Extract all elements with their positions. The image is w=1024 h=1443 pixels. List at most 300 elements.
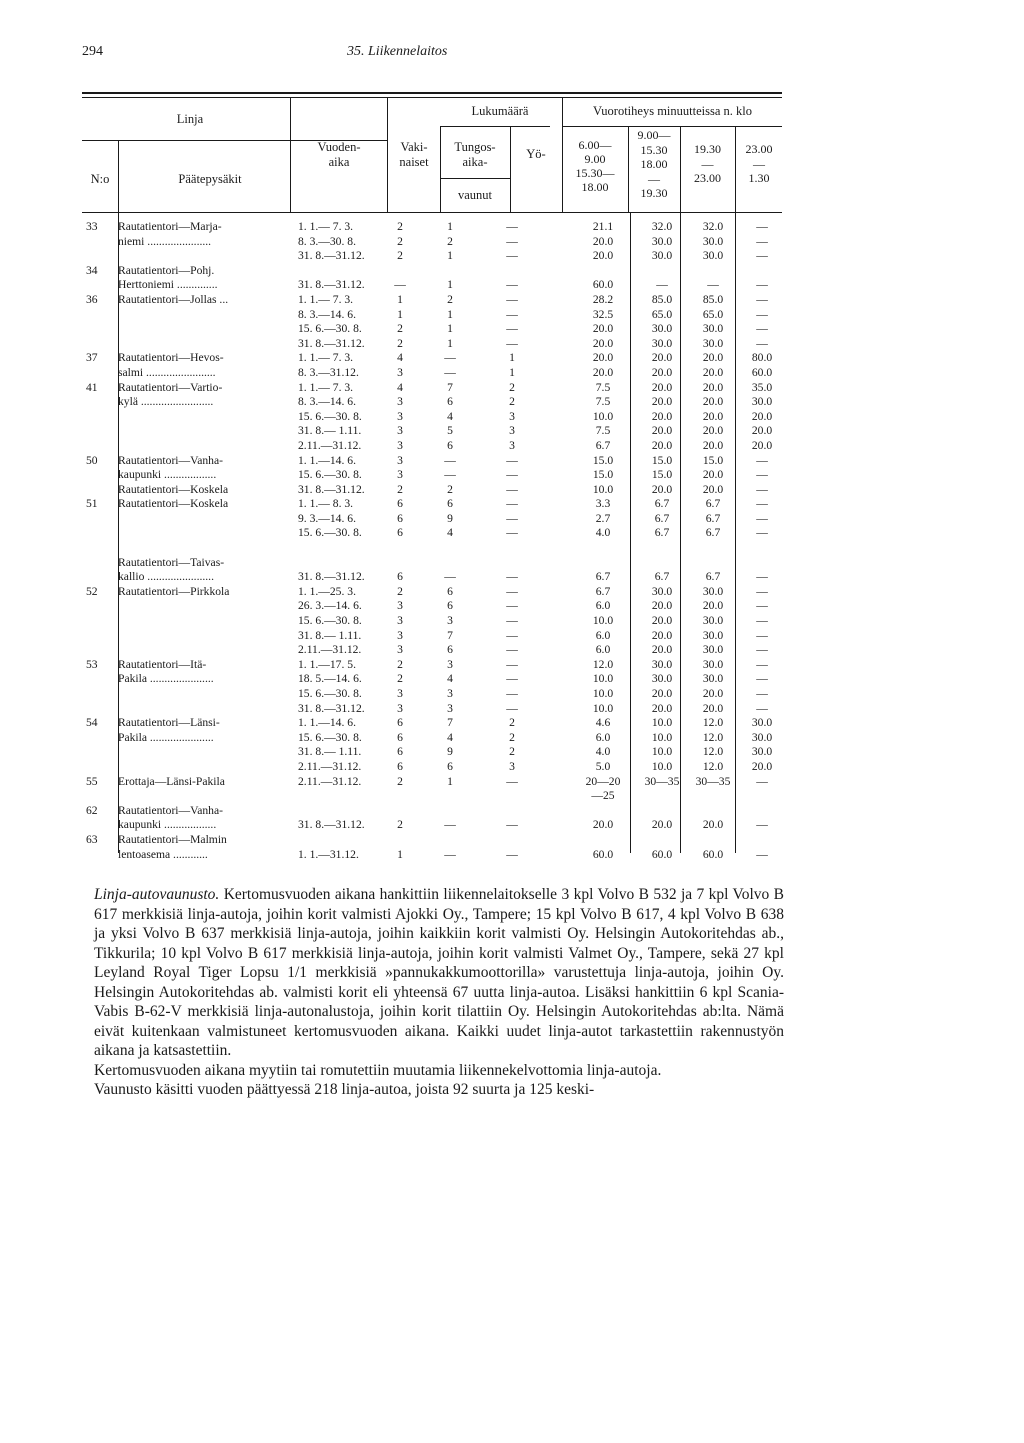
cell-t3: 20.0 [702, 599, 724, 613]
cell-t1: 20.0 [592, 234, 614, 248]
cell-t4: — [756, 526, 768, 540]
cell-tung: 6 [447, 599, 453, 613]
cell-vak: 3 [397, 365, 403, 379]
cell-period: 31. 8.—31.12. [298, 818, 365, 832]
cell-t2: 6.7 [654, 511, 670, 525]
header-time-3 [681, 142, 734, 186]
cell-stop: kaupunki .................. [118, 818, 217, 832]
cell-t2: 20.0 [651, 409, 673, 423]
cell-t1: 6.7 [595, 570, 611, 584]
cell-t2: 20.0 [651, 482, 673, 496]
cell-t2: 6.7 [654, 497, 670, 511]
cell-no: 51 [86, 497, 98, 511]
time-1-a: 6.00— [578, 138, 612, 152]
cell-tung: 6 [447, 584, 453, 598]
table-row [82, 687, 782, 702]
cell-t1: 7.5 [595, 380, 611, 394]
header-period [292, 140, 386, 170]
table-row [82, 585, 782, 600]
cell-period: 15. 6.—30. 8. [298, 409, 362, 423]
cell-t1: 6.7 [595, 438, 611, 452]
cell-period: 1. 1.— 7. 3. [298, 351, 354, 365]
cell-t1: 10.0 [592, 672, 614, 686]
header-frequency: Vuorotiheys minuutteissa n. klo [593, 104, 752, 118]
cell-t1: —25 [591, 789, 615, 803]
table-row [82, 439, 782, 454]
cell-vak: 3 [397, 643, 403, 657]
cell-t1: 2.7 [595, 511, 611, 525]
cell-vak: 6 [397, 716, 403, 730]
table-top-rule [82, 92, 782, 94]
cell-t3: 30.0 [702, 614, 724, 628]
cell-t3: 30.0 [702, 584, 724, 598]
cell-t1: 20.0 [592, 322, 614, 336]
cell-vak: 2 [397, 220, 403, 233]
text-block [94, 885, 784, 1100]
table-row [82, 483, 782, 498]
cell-yo: — [506, 322, 518, 336]
cell-t1: 7.5 [595, 395, 611, 409]
cell-vak: 3 [397, 614, 403, 628]
cell-period: 1. 1.— 7. 3. [298, 380, 354, 394]
header-time-4 [736, 142, 782, 186]
cell-t1: 20.0 [592, 249, 614, 263]
cell-stop: Pakila ...................... [118, 730, 214, 744]
cell-vak: 2 [397, 818, 403, 832]
cell-t4: — [756, 701, 768, 715]
cell-t2: 10.0 [651, 730, 673, 744]
cell-t2: 15.0 [651, 468, 673, 482]
cell-t3: 30.0 [702, 249, 724, 263]
cell-t3: 20.0 [702, 701, 724, 715]
cell-yo: 1 [509, 365, 515, 379]
cell-vak: 3 [397, 424, 403, 438]
cell-yo: — [506, 584, 518, 598]
table-row [82, 264, 782, 279]
cell-t4: — [756, 220, 768, 233]
cell-period: 15. 6.—30. 8. [298, 730, 362, 744]
cell-t1: 5.0 [595, 759, 611, 773]
table-row [82, 381, 782, 396]
cell-tung: 9 [447, 511, 453, 525]
cell-t2: 10.0 [651, 716, 673, 730]
time-2-e: 19.30 [640, 186, 668, 200]
cell-t1: 15.0 [592, 453, 614, 467]
cell-stop: Pakila ...................... [118, 672, 214, 686]
cell-t4: — [756, 497, 768, 511]
cell-t4: — [756, 643, 768, 657]
cell-period: 1. 1.—31.12. [298, 847, 359, 861]
cell-vak: 2 [397, 657, 403, 671]
table-row [82, 366, 782, 381]
cell-yo: 2 [509, 716, 515, 730]
cell-t4: — [756, 657, 768, 671]
paragraph-2: Kertomusvuoden aikana myytiin tai romutettiin muutamia liikennekelvottomia linja-autoja. [94, 1061, 662, 1079]
cell-t3: 6.7 [705, 570, 721, 584]
cell-yo: — [506, 614, 518, 628]
cell-vak: 6 [397, 759, 403, 773]
time-2-a: 9.00— [637, 128, 671, 142]
cell-yo: — [506, 234, 518, 248]
header-period-line1: Vuoden- [317, 140, 361, 154]
cell-period: 1. 1.— 7. 3. [298, 292, 354, 306]
cell-t1: 3.3 [595, 497, 611, 511]
table-row [82, 497, 782, 512]
cell-stop: kylä ......................... [118, 395, 214, 409]
cell-t1: 10.0 [592, 409, 614, 423]
cell-yo: 3 [509, 424, 515, 438]
time-4-a: 23.00 [745, 142, 773, 156]
header-stops: Päätepysäkit [178, 172, 242, 186]
header-no: N:o [90, 172, 110, 186]
cell-t2: 30.0 [651, 657, 673, 671]
cell-tung: 1 [447, 278, 453, 292]
cell-period: 15. 6.—30. 8. [298, 614, 362, 628]
cell-t2: 30.0 [651, 249, 673, 263]
cell-t1: 7.5 [595, 424, 611, 438]
cell-t2: 15.0 [651, 453, 673, 467]
cell-t3: 30—35 [695, 774, 731, 788]
cell-yo: — [506, 774, 518, 788]
cell-t1: 6.0 [595, 730, 611, 744]
cell-t1: 60.0 [592, 278, 614, 292]
count-subrule-lower [440, 178, 510, 179]
page-header [82, 44, 782, 66]
cell-tung: 1 [447, 249, 453, 263]
cell-t2: 20.0 [651, 395, 673, 409]
cell-t3: 30.0 [702, 336, 724, 350]
cell-vak: 6 [397, 745, 403, 759]
cell-yo: — [506, 657, 518, 671]
cell-vak: 4 [397, 380, 403, 394]
cell-t2: 20.0 [651, 628, 673, 642]
cell-yo: 3 [509, 759, 515, 773]
table-row [82, 454, 782, 469]
cell-stop: Rautatientori—Vartio- [118, 380, 223, 394]
cell-yo: 2 [509, 745, 515, 759]
table-row [82, 614, 782, 629]
cell-t3: 30.0 [702, 234, 724, 248]
cell-t2: 30.0 [651, 234, 673, 248]
cell-t4: — [756, 292, 768, 306]
cell-vak: 3 [397, 453, 403, 467]
cell-t3: 20.0 [702, 351, 724, 365]
cell-t1: 15.0 [592, 468, 614, 482]
cell-no: 50 [86, 453, 98, 467]
cell-t4: 20.0 [751, 424, 773, 438]
cell-vak: 2 [397, 774, 403, 788]
time-3-a: 19.30 [694, 142, 721, 156]
cell-tung: 7 [447, 628, 453, 642]
cell-t4: — [756, 672, 768, 686]
time-2-c: 18.00 [640, 157, 668, 171]
cell-t3: 6.7 [705, 511, 721, 525]
header-rush-line2: aika- [462, 155, 488, 169]
cell-stop: Erottaja—Länsi-Pakila [118, 774, 225, 788]
cell-tung: 1 [447, 322, 453, 336]
cell-tung: — [444, 570, 456, 584]
cell-period: 1. 1.—25. 3. [298, 584, 356, 598]
header-regular-line2: naiset [399, 155, 429, 169]
paragraph-1 [94, 885, 784, 1061]
table-row [82, 760, 782, 775]
cell-t1: 20—20 [585, 774, 621, 788]
cell-period: 31. 8.—31.12. [298, 701, 365, 715]
cell-t3: 30.0 [702, 628, 724, 642]
cell-stop: Rautatientori—Malmin [118, 832, 227, 846]
cell-yo: — [506, 643, 518, 657]
cell-yo: — [506, 526, 518, 540]
cell-vak: 2 [397, 249, 403, 263]
cell-vak: 4 [397, 351, 403, 365]
table-row [82, 293, 782, 308]
cell-t3: 20.0 [702, 395, 724, 409]
cell-t4: 30.0 [751, 730, 773, 744]
cell-tung: 3 [447, 701, 453, 715]
cell-period: 31. 8.—31.12. [298, 336, 365, 350]
cell-t3: 20.0 [702, 818, 724, 832]
cell-t1: 10.0 [592, 482, 614, 496]
cell-t2: 20.0 [651, 687, 673, 700]
cell-vak: 2 [397, 322, 403, 336]
table-row [82, 570, 782, 585]
cell-vak: 2 [397, 336, 403, 350]
table-row [82, 599, 782, 614]
cell-t3: 60.0 [702, 847, 724, 861]
cell-period: 31. 8.— 1.11. [298, 745, 362, 759]
cell-t3: 20.0 [702, 424, 724, 438]
cell-no: 52 [86, 584, 98, 598]
cell-yo: — [506, 628, 518, 642]
cell-t4: — [756, 847, 768, 861]
cell-tung: 4 [447, 409, 453, 423]
cell-tung: — [444, 847, 456, 861]
time-1-b: 9.00 [584, 152, 606, 166]
cell-t1: 4.0 [595, 526, 611, 540]
cell-yo: — [506, 336, 518, 350]
cell-t3: 30.0 [702, 672, 724, 686]
cell-period: 31. 8.—31.12. [298, 482, 365, 496]
cell-t2: 6.7 [654, 570, 670, 584]
cell-vak: 3 [397, 701, 403, 715]
table-row [82, 643, 782, 658]
cell-t4: 20.0 [751, 438, 773, 452]
cell-vak: 6 [397, 497, 403, 511]
cell-period: 31. 8.— 1.11. [298, 424, 362, 438]
cell-vak: 6 [397, 511, 403, 525]
cell-yo: — [506, 497, 518, 511]
cell-yo: — [506, 220, 518, 233]
table-row [82, 745, 782, 760]
cell-stop: Rautatientori—Hevos- [118, 351, 224, 365]
table-row [82, 731, 782, 746]
cell-t1: 6.7 [595, 584, 611, 598]
cell-t2: 20.0 [651, 614, 673, 628]
cell-period: 1. 1.—17. 5. [298, 657, 356, 671]
table-row [82, 658, 782, 673]
cell-t2: 20.0 [651, 380, 673, 394]
header-time-2 [629, 128, 679, 201]
cell-t3: 12.0 [702, 730, 724, 744]
cell-tung: 6 [447, 395, 453, 409]
cell-t3: 12.0 [702, 745, 724, 759]
cell-t4: — [756, 774, 768, 788]
table-row [82, 716, 782, 731]
header-count: Lukumäärä [471, 104, 529, 118]
cell-yo: — [506, 672, 518, 686]
cell-tung: 6 [447, 759, 453, 773]
cell-no: 53 [86, 657, 98, 671]
table-row [82, 351, 782, 366]
cell-period: 2.11.—31.12. [298, 774, 362, 788]
table-row [82, 410, 782, 425]
cell-t1: 60.0 [592, 847, 614, 861]
cell-t3: 20.0 [702, 365, 724, 379]
table-row [82, 249, 782, 264]
cell-period: 1. 1.—14. 6. [298, 716, 356, 730]
cell-tung: 4 [447, 526, 453, 540]
cell-period: 1. 1.— 8. 3. [298, 497, 354, 511]
paragraph-3: Vaunusto käsitti vuoden päättyessä 218 linja-autoa, joista 92 suurta ja 125 keski- [94, 1081, 595, 1098]
vline-tung [510, 126, 511, 212]
cell-tung: 9 [447, 745, 453, 759]
header-night: Yö- [526, 147, 546, 161]
time-3-c: 23.00 [694, 171, 721, 185]
cell-t1: 6.0 [595, 628, 611, 642]
cell-no: 54 [86, 716, 98, 730]
cell-tung: 4 [447, 672, 453, 686]
cell-t2: 20.0 [651, 818, 673, 832]
cell-t4: — [756, 336, 768, 350]
cell-period: 1. 1.— 7. 3. [298, 220, 354, 233]
cell-t2: 30.0 [651, 584, 673, 598]
cell-t4: 30.0 [751, 716, 773, 730]
cell-t2: 10.0 [651, 745, 673, 759]
cell-period: 2.11.—31.12. [298, 759, 362, 773]
cell-stop: salmi ........................ [118, 365, 216, 379]
cell-stop: Rautatientori—Jollas ... [118, 292, 229, 306]
cell-t3: 20.0 [702, 380, 724, 394]
cell-t4: 80.0 [751, 351, 773, 365]
cell-stop: Rautatientori—Pirkkola [118, 584, 230, 598]
cell-no: 36 [86, 292, 98, 306]
cell-t3: 20.0 [702, 687, 724, 700]
cell-period: 8. 3.—30. 8. [298, 234, 356, 248]
cell-stop: Rautatientori—Koskela [118, 497, 229, 511]
running-title: 35. Liikennelaitos [347, 44, 448, 59]
cell-t4: 30.0 [751, 395, 773, 409]
cell-t1: 20.0 [592, 365, 614, 379]
cell-tung: 6 [447, 643, 453, 657]
cell-stop: Rautatientori—Koskela [118, 482, 229, 496]
cell-tung: 6 [447, 438, 453, 452]
cell-yo: — [506, 468, 518, 482]
table-row [82, 833, 782, 848]
cell-t1: 10.0 [592, 687, 614, 700]
table-row [82, 337, 782, 352]
page-number: 294 [82, 44, 103, 59]
cell-t3: 6.7 [705, 497, 721, 511]
cell-period: 2.11.—31.12. [298, 643, 362, 657]
cell-yo: — [506, 570, 518, 584]
cell-t3: 32.0 [702, 220, 724, 233]
cell-stop: Rautatientori—Vanha- [118, 453, 223, 467]
table-row [82, 629, 782, 644]
cell-t2: 30.0 [651, 336, 673, 350]
cell-t4: — [756, 599, 768, 613]
cell-period: 31. 8.—31.12. [298, 570, 365, 584]
table-row [82, 220, 782, 235]
cell-t1: 4.0 [595, 745, 611, 759]
cell-tung: 1 [447, 774, 453, 788]
cell-t3: 12.0 [702, 759, 724, 773]
cell-stop: niemi ...................... [118, 234, 212, 248]
cell-vak: 2 [397, 584, 403, 598]
cell-t4: 60.0 [751, 365, 773, 379]
table-row [82, 672, 782, 687]
cell-period: 15. 6.—30. 8. [298, 526, 362, 540]
cell-yo: — [506, 847, 518, 861]
cell-t2: 20.0 [651, 351, 673, 365]
table-body [82, 220, 782, 862]
header-regular [388, 140, 440, 170]
cell-no: 62 [86, 803, 98, 817]
cell-t3: 20.0 [702, 482, 724, 496]
cell-period: 8. 3.—31.12. [298, 365, 359, 379]
cell-vak: — [394, 278, 406, 292]
cell-t2: 60.0 [651, 847, 673, 861]
cell-t2: 30—35 [644, 774, 680, 788]
header-regular-line1: Vaki- [400, 140, 428, 154]
freq-subrule [562, 126, 782, 127]
time-2-d: — [648, 171, 660, 186]
cell-t2: 20.0 [651, 643, 673, 657]
paragraph-1-text: Kertomusvuoden aikana hankittiin liikennelaitokselle 3 kpl Volvo B 532 ja 7 kpl Volvo B 617 merkkisiä linja-autoja, joihin korit valmisti Ajokki Oy., Tampere; 15 kpl Volvo B 617, 4 kpl Volvo B 638 ja yksi Volvo B 637 merkkisiä linja-autoja, joihin kaikkiin korit valmisti Oy. Helsingin Autokoritehdas ab., Tikkurila; 10 kpl Volvo B 617 merkkisiä linja-autoja, joihin korit valmisti Valmet Oy., Tampere, sekä 27 kpl Leyland Royal Tiger Lopsu 1/1 merkkisiä »pannukakkumoottorilla» varustettuja linja-autoja, joihin Oy. Helsingin Autokoritehdas ab. valmisti korit eli yhteensä 67 uutta linja-autoa. Lisäksi hankittiin 6 kpl Scania-Vabis B-62-V merkkisiä linja-autonalustoja, joihin korit tilattiin Oy. Helsingin Autokoritehdas ab:lta. Nämä eivät kuitenkaan valmistuneet kertomusvuoden aikana. Kaikki uudet linja-autot tarkastettiin rakennustyön aikana ja katsastettiin. [94, 886, 785, 1059]
cell-t3: 6.7 [705, 526, 721, 540]
cell-yo: — [506, 511, 518, 525]
cell-t4: — [756, 482, 768, 496]
cell-period: 15. 6.—30. 8. [298, 687, 362, 700]
cell-t1: 10.0 [592, 614, 614, 628]
cell-vak: 2 [397, 482, 403, 496]
cell-t3: 15.0 [702, 453, 724, 467]
cell-tung: 2 [447, 292, 453, 306]
cell-t1: 21.1 [592, 220, 614, 233]
cell-t3: 20.0 [702, 409, 724, 423]
cell-t4: 30.0 [751, 745, 773, 759]
cell-vak: 6 [397, 526, 403, 540]
cell-t4: — [756, 307, 768, 321]
cell-period: 18. 5.—14. 6. [298, 672, 362, 686]
table-row [82, 512, 782, 527]
cell-t2: 20.0 [651, 701, 673, 715]
cell-t4: — [756, 278, 768, 292]
cell-stop: lentoasema ............ [118, 847, 208, 861]
table-row [82, 278, 782, 293]
cell-tung: — [444, 818, 456, 832]
cell-yo: — [506, 599, 518, 613]
cell-stop: Rautatientori—Taivas- [118, 555, 225, 569]
cell-tung: 4 [447, 730, 453, 744]
cell-t2: 32.0 [651, 220, 673, 233]
cell-period: 15. 6.—30. 8. [298, 322, 362, 336]
cell-period: 2.11.—31.12. [298, 438, 362, 452]
cell-tung: 3 [447, 614, 453, 628]
cell-t4: — [756, 234, 768, 248]
cell-t1: 20.0 [592, 351, 614, 365]
header-rush [441, 140, 509, 170]
cell-tung: — [444, 351, 456, 365]
